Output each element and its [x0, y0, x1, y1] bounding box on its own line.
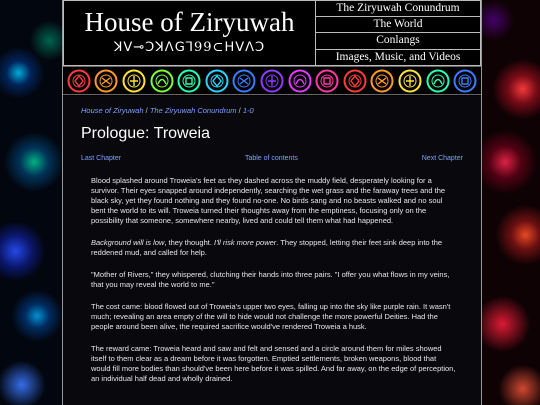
table-of-contents-link[interactable]: Table of contents	[244, 155, 298, 162]
breadcrumb	[81, 106, 463, 115]
right-background-art	[482, 0, 540, 405]
site-title[interactable]: House of Ziryuwah	[84, 7, 295, 37]
next-chapter-link[interactable]: Next Chapter	[421, 155, 463, 162]
site-title-box[interactable]	[63, 0, 316, 66]
story-text	[81, 176, 463, 384]
emblem-icon	[343, 69, 367, 93]
main-content	[63, 96, 481, 405]
left-background-art	[0, 0, 62, 405]
emblem-icon	[150, 69, 174, 93]
emblem-icon	[426, 69, 450, 93]
breadcrumb-conundrum-link[interactable]: The Ziryuwah Conundrum	[149, 106, 237, 115]
emblem-icon	[94, 69, 118, 93]
story-paragraph: Blood splashed around Troweia's feet as they dashed across the muddy field, desperately looking for a survivor. Their eyes snapped around independently, searching the wet grass and the faraway trees and the black sky, yet they found nothing and they found no-one. No birds sang and no beasts walked and no soul bent the world to its will. Troweia turned their thoughts away from the emptiness, focusing only on the possibility that someone, somewhere nearby, lived and could tell them what had happened.	[91, 176, 446, 225]
story-paragraph: The cost came: blood flowed out of Troweia's upper two eyes, falling up into the sky like purple rain. It wasn't much; revealing an area empty of the will to hide would not challenge the more powerful Deities. Had the people around been alive, the required sacrifice would've rendered Troweia a husk.	[91, 302, 451, 331]
last-chapter-link[interactable]: Last Chapter	[81, 155, 122, 162]
nav-item-conlangs[interactable]: Conlangs	[316, 33, 481, 50]
main-nav	[316, 0, 481, 66]
emblem-strip	[63, 66, 481, 95]
nav-item-the-world[interactable]: The World	[316, 17, 481, 34]
story-paragraph	[91, 238, 457, 258]
emblem-icon	[398, 69, 422, 93]
breadcrumb-separator: /	[145, 106, 148, 115]
emblem-icon	[315, 69, 339, 93]
chapter-pager	[81, 155, 463, 162]
emblem-icon	[177, 69, 201, 93]
italic-thought: Background will is low	[91, 238, 165, 247]
site-header	[63, 0, 481, 66]
emblem-icon	[122, 69, 146, 93]
nav-item-ziryuwah-conundrum[interactable]: The Ziryuwah Conundrum	[316, 0, 481, 17]
conscript-title: ꓘꓦ⊸ꓛꓘꓥꓖꓶ99⊂ꓧꓦꓥꓛ	[113, 40, 266, 55]
text-fragment: . They stopped, letting their feet sink deep into the reddened mud, and called for help.	[91, 238, 443, 257]
chapter-title: Prologue: Troweia	[81, 125, 210, 142]
page-container	[62, 0, 482, 405]
emblem-icon	[453, 69, 477, 93]
nav-item-images-music-videos[interactable]: Images, Music, and Videos	[316, 50, 481, 67]
breadcrumb-chapter-link[interactable]: 1-0	[242, 106, 254, 115]
text-fragment: , they thought.	[164, 238, 214, 247]
emblem-icon	[67, 69, 91, 93]
emblem-icon	[370, 69, 394, 93]
breadcrumb-home-link[interactable]: House of Ziryuwah	[81, 106, 144, 115]
italic-thought: I'll risk more power	[214, 238, 277, 247]
emblem-icon	[205, 69, 229, 93]
breadcrumb-separator: /	[238, 106, 241, 115]
emblem-icon	[260, 69, 284, 93]
story-paragraph: "Mother of Rivers," they whispered, clutching their hands into three pairs. "I offer you what flows in my veins, that you may reveal the world to me."	[91, 270, 450, 289]
emblem-icon	[232, 69, 256, 93]
emblem-icon	[288, 69, 312, 93]
story-paragraph: The reward came: Troweia heard and saw and felt and sensed and a circle around them for miles showed itself to them clear as a dream before it was forgotten. Emptied settlements, broken weapons, blood that would fill more bodies than should've been here before it was spilled. And far away, on the edge of perception, an individual half dead and wholly drained.	[91, 344, 456, 383]
